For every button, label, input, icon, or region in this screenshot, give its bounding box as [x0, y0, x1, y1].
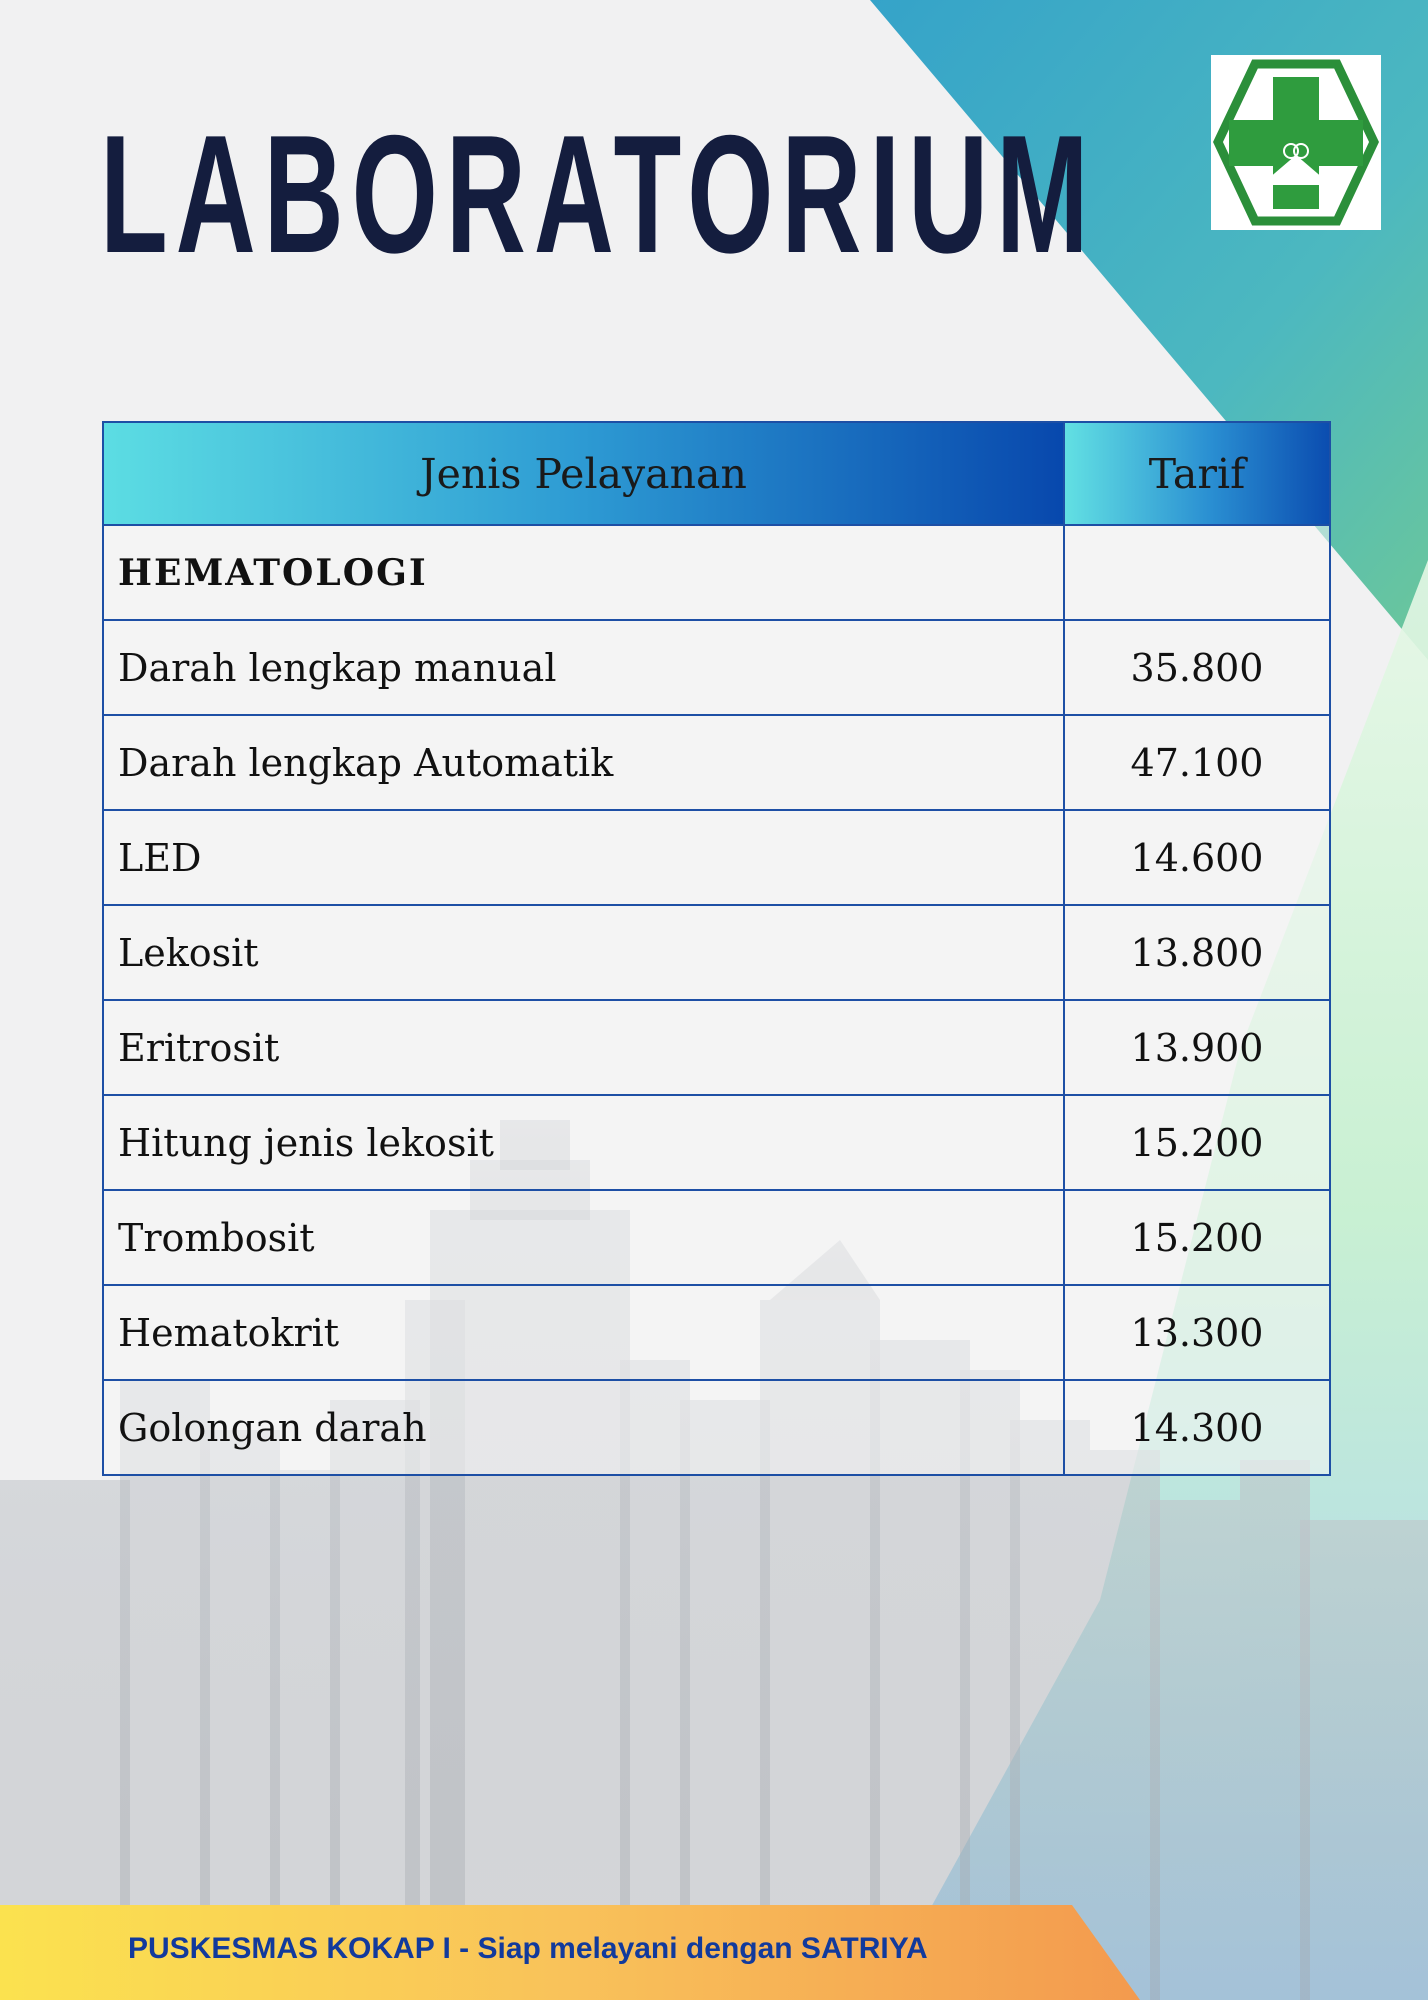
service-name: LED [103, 810, 1064, 905]
category-row [103, 525, 1330, 620]
table-row [103, 1380, 1330, 1475]
tariff-table [102, 421, 1331, 1476]
table-row [103, 620, 1330, 715]
page-title: LABORATORIUM [100, 100, 1097, 288]
table-row [103, 1000, 1330, 1095]
table-row [103, 1285, 1330, 1380]
table-row [103, 905, 1330, 1000]
service-price: 13.300 [1064, 1285, 1330, 1380]
service-name: Darah lengkap manual [103, 620, 1064, 715]
table-header-row [103, 422, 1330, 525]
service-name: Hitung jenis lekosit [103, 1095, 1064, 1190]
service-name: Hematokrit [103, 1285, 1064, 1380]
service-price: 35.800 [1064, 620, 1330, 715]
table-row [103, 715, 1330, 810]
service-price: 15.200 [1064, 1190, 1330, 1285]
service-name: Darah lengkap Automatik [103, 715, 1064, 810]
service-price: 13.900 [1064, 1000, 1330, 1095]
service-price: 14.600 [1064, 810, 1330, 905]
table-row [103, 1190, 1330, 1285]
column-header-service: Jenis Pelayanan [103, 422, 1064, 525]
table-row [103, 810, 1330, 905]
category-label: HEMATOLOGI [103, 525, 1064, 620]
column-header-price: Tarif [1064, 422, 1330, 525]
footer-tagline: PUSKESMAS KOKAP I - Siap melayani dengan SATRIYA [128, 1932, 928, 1965]
service-name: Trombosit [103, 1190, 1064, 1285]
service-price: 15.200 [1064, 1095, 1330, 1190]
service-price: 13.800 [1064, 905, 1330, 1000]
service-price: 47.100 [1064, 715, 1330, 810]
category-price-cell [1064, 525, 1330, 620]
service-price: 14.300 [1064, 1380, 1330, 1475]
service-name: Lekosit [103, 905, 1064, 1000]
service-name: Eritrosit [103, 1000, 1064, 1095]
puskesmas-logo-icon [1211, 55, 1381, 230]
table-row [103, 1095, 1330, 1190]
service-name: Golongan darah [103, 1380, 1064, 1475]
